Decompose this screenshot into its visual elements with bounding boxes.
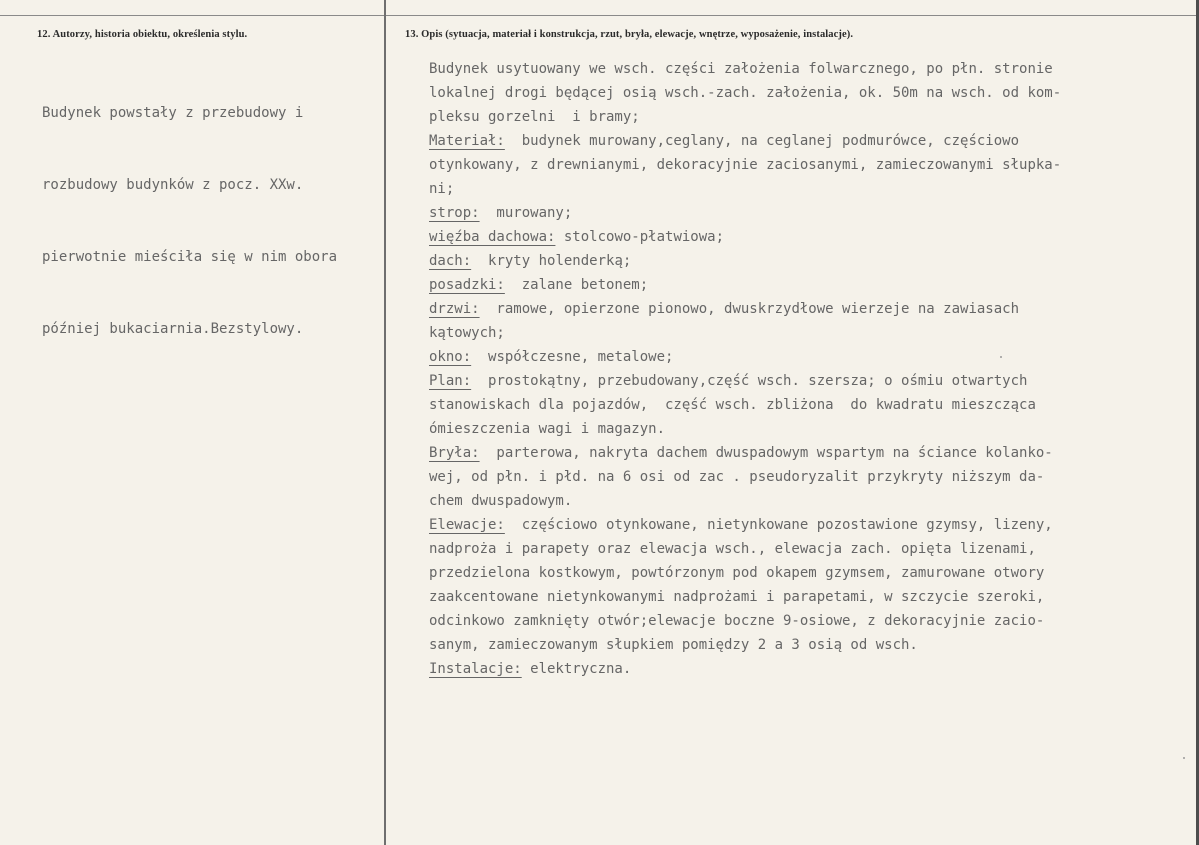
field-text: stolcowo-płatwiowa; bbox=[555, 229, 725, 245]
section-13-line bbox=[429, 465, 1199, 489]
field-text: budynek murowany,ceglany, na ceglanej podmurówce, częściowo bbox=[504, 133, 1020, 149]
field-text: pleksu gorzelni i bramy; bbox=[429, 109, 640, 125]
field-text: zaakcentowane nietynkowanymi nadprożami i parapetami, w szczycie szeroki, bbox=[429, 589, 1045, 605]
section-13-line bbox=[429, 297, 1199, 321]
field-label: strop: bbox=[429, 205, 480, 221]
field-label: Instalacje: bbox=[429, 661, 522, 677]
section-13-line bbox=[429, 273, 1199, 297]
section-12-line: później bukaciarnia.Bezstylowy. bbox=[42, 321, 304, 337]
field-text: nadproża i parapety oraz elewacja wsch., elewacja zach. opięta lizenami, bbox=[429, 541, 1036, 557]
section-13-line bbox=[429, 345, 1199, 369]
field-text: stanowiskach dla pojazdów, część wsch. zbliżona do kwadratu mieszcząca bbox=[429, 397, 1036, 413]
section-13-line bbox=[429, 105, 1199, 129]
section-13-line bbox=[429, 561, 1199, 585]
field-label: Materiał: bbox=[429, 133, 505, 149]
section-12-line: rozbudowy budynków z pocz. XXw. bbox=[42, 177, 304, 193]
field-text: chem dwuspadowym. bbox=[429, 493, 573, 509]
section-13-line bbox=[429, 321, 1199, 345]
section-13-line bbox=[429, 513, 1199, 537]
section-13-line bbox=[429, 81, 1199, 105]
field-text: parterowa, nakryta dachem dwuspadowym wspartym na ściance kolanko- bbox=[479, 445, 1053, 461]
field-text: kryty holenderką; bbox=[471, 253, 632, 269]
section-13-line bbox=[429, 657, 1199, 681]
section-13-line bbox=[429, 57, 1199, 81]
section-13-line bbox=[429, 201, 1199, 225]
section-12-line: Budynek powstały z przebudowy i bbox=[42, 105, 304, 121]
field-text: sanym, zamieczowanym słupkiem pomiędzy 2 a 3 osią od wsch. bbox=[429, 637, 918, 653]
field-text: współczesne, metalowe; bbox=[471, 349, 674, 365]
section-12-line: pierwotnie mieściła się w nim obora bbox=[42, 249, 338, 265]
field-text: częściowo otynkowane, nietynkowane pozostawione gzymsy, lizeny, bbox=[504, 517, 1053, 533]
top-border-rule bbox=[0, 15, 1199, 16]
field-text: prostokątny, przebudowany,część wsch. szersza; o ośmiu otwartych bbox=[471, 373, 1028, 389]
section-13-body bbox=[429, 57, 1199, 681]
section-13-line bbox=[429, 609, 1199, 633]
field-text: Budynek usytuowany we wsch. części założenia folwarcznego, po płn. stronie bbox=[429, 61, 1053, 77]
section-12-body bbox=[42, 53, 384, 389]
field-text: zalane betonem; bbox=[504, 277, 649, 293]
field-label: Elewacje: bbox=[429, 517, 505, 533]
field-label: drzwi: bbox=[429, 301, 480, 317]
field-label: okno: bbox=[429, 349, 472, 365]
field-label: więźba dachowa: bbox=[429, 229, 556, 245]
field-text: odcinkowo zamknięty otwór;elewacje boczne 9-osiowe, z dekoracyjnie zacio- bbox=[429, 613, 1045, 629]
field-text: przedzielona kostkowym, powtórzonym pod okapem gzymsem, zamurowane otwory bbox=[429, 565, 1045, 581]
field-label: posadzki: bbox=[429, 277, 505, 293]
section-13-line bbox=[429, 153, 1199, 177]
section-13-line bbox=[429, 585, 1199, 609]
field-text: otynkowany, z drewnianymi, dekoracyjnie zaciosanymi, zamieczowanymi słupka- bbox=[429, 157, 1062, 173]
section-13-line bbox=[429, 369, 1199, 393]
field-text: murowany; bbox=[479, 205, 573, 221]
section-13-line bbox=[429, 225, 1199, 249]
section-13-line bbox=[429, 393, 1199, 417]
column-divider bbox=[384, 0, 386, 845]
field-text: ómieszczenia wagi i magazyn. bbox=[429, 421, 666, 437]
section-12-heading: 12. Autorzy, historia obiektu, określenia stylu. bbox=[37, 29, 248, 40]
field-text: wej, od płn. i płd. na 6 osi od zac . pseudoryzalit przykryty niższym da- bbox=[429, 469, 1045, 485]
field-text: lokalnej drogi będącej osią wsch.-zach. założenia, ok. 50m na wsch. od kom- bbox=[429, 85, 1062, 101]
section-13-line bbox=[429, 537, 1199, 561]
section-13-line bbox=[429, 129, 1199, 153]
paper-speck bbox=[1000, 356, 1002, 358]
section-13-line bbox=[429, 177, 1199, 201]
section-13-line bbox=[429, 441, 1199, 465]
paper-speck bbox=[1183, 757, 1185, 759]
field-text: kątowych; bbox=[429, 325, 505, 341]
field-text: ni; bbox=[429, 181, 455, 197]
field-text: elektryczna. bbox=[521, 661, 632, 677]
section-13-line bbox=[429, 633, 1199, 657]
field-text: ramowe, opierzone pionowo, dwuskrzydłowe wierzeje na zawiasach bbox=[479, 301, 1020, 317]
field-label: dach: bbox=[429, 253, 472, 269]
field-label: Bryła: bbox=[429, 445, 480, 461]
section-13-line bbox=[429, 489, 1199, 513]
section-13-heading: 13. Opis (sytuacja, materiał i konstrukcja, rzut, bryła, elewacje, wnętrze, wyposażenie, instalacje). bbox=[405, 29, 854, 40]
section-13-line bbox=[429, 417, 1199, 441]
section-13-line bbox=[429, 249, 1199, 273]
field-label: Plan: bbox=[429, 373, 472, 389]
